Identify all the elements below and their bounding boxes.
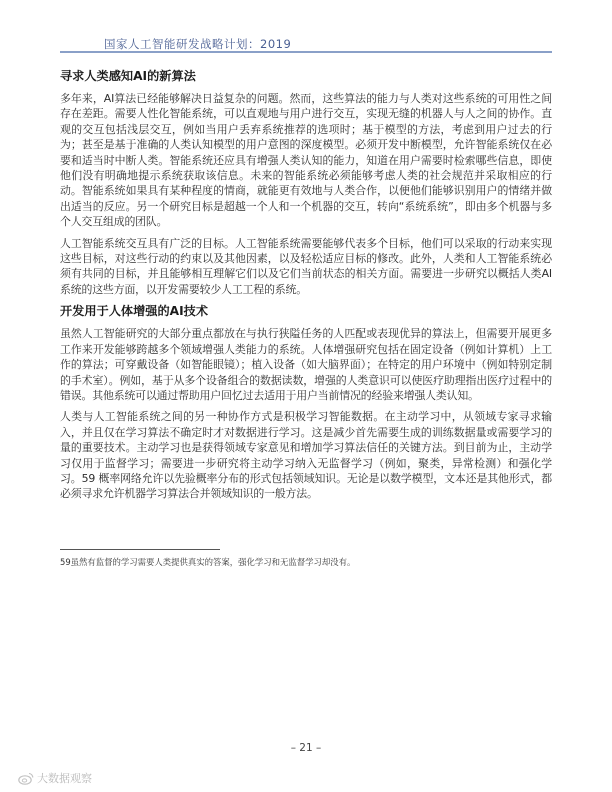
watermark [18, 770, 92, 786]
paragraph: 人工智能系统交互具有广泛的目标。人工智能系统需要能够代表多个目标，他们可以采取的行动来实现这些目标，对这些行动的约束以及其他因素，以及轻松适应目标的修改。此外，人类和人工智能系统必须有共同的目标，并且能够相互理解它们以及它们当前状态的相关方面。需要进一步研究以概括人类AI系统的这些方面，以开发需要较少人工工程的系统。 [60, 236, 552, 296]
running-header: 国家人工智能研发战略计划：2019 [104, 37, 292, 51]
weibo-icon [18, 772, 34, 785]
paragraph: 人类与人工智能系统之间的另一种协作方式是积极学习智能数据。在主动学习中，从领域专家寻求输入，并且仅在学习算法不确定时才对数据进行学习。这是减少首先需要生成的训练数据量或需要学习的量的重要技术。主动学习也是获得领域专家意见和增加学习算法信任的关键方法。到目前为止，主动学习仅用于监督学习；需要进一步研究将主动学习纳入无监督学习（例如，聚类，异常检测）和强化学习。59 概率网络允许以先验概率分布的形式包括领域知识。无论是以数学模型，文本还是其他形式，都必须寻求允许机器学习算法合并领域知识的一般方法。 [60, 410, 552, 501]
page-number: – 21 – [290, 742, 322, 754]
footnote-rule [60, 549, 220, 550]
paragraph: 多年来，AI算法已经能够解决日益复杂的问题。然而，这些算法的能力与人类对这些系统的可用性之间存在差距。需要人性化智能系统，可以直观地与用户进行交互，实现无缝的机器人与人之间的协作。直观的交互包括浅层交互，例如当用户丢弃系统推荐的选项时；基于模型的方法，考虑到用户过去的行为；甚至是基于准确的人类认知模型的用户意图的深度模型。必须开发中断模型，允许智能系统仅在必要和适当时中断人类。智能系统还应具有增强人类认知的能力，知道在用户需要时检索哪些信息，即使他们没有明确地提示系统获取该信息。未来的智能系统必须能够考虑人类的社会规范并采取相应的行动。智能系统如果具有某种程度的情商，就能更有效地与人类合作，以便他们能够识别用户的情绪并做出适当的反应。另一个研究目标是超越一个人和一个机器的交互，转向“系统系统”，即由多个机器与多个人交互组成的团队。 [60, 92, 552, 229]
section-heading: 寻求人类感知AI的新算法 [60, 69, 196, 83]
header-rule [60, 51, 552, 53]
watermark-text: 大数据观察 [37, 772, 92, 785]
footnote: 59虽然有监督的学习需要人类提供真实的答案，强化学习和无监督学习却没有。 [60, 557, 356, 567]
body-content [60, 68, 552, 508]
paragraph: 虽然人工智能研究的大部分重点都放在与执行狭隘任务的人匹配或表现优异的算法上，但需要开展更多工作来开发能够跨越多个领域增强人类能力的系统。人体增强研究包括在固定设备（例如计算机）上工作的算法；可穿戴设备（如智能眼镜）；植入设备（如大脑界面）；在特定的用户环境中（例如特别定制的手术室）。例如，基于从多个设备组合的数据读数，增强的人类意识可以使医疗助理指出医疗过程中的错误。其他系统可以通过帮助用户回忆过去适用于用户当前情况的经验来增强人类认知。 [60, 327, 552, 402]
section-heading: 开发用于人体增强的AI技术 [60, 304, 209, 319]
